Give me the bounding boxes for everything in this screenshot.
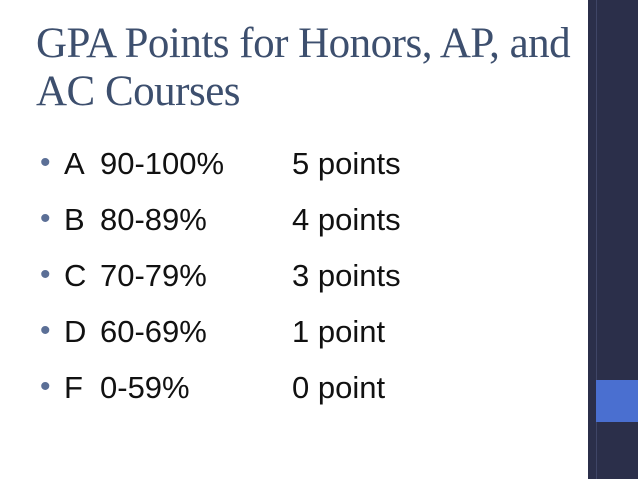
bullet-icon: • bbox=[40, 202, 51, 235]
grade-points: 1 point bbox=[292, 314, 386, 349]
bullet-icon: • bbox=[40, 258, 51, 291]
grade-points: 5 points bbox=[292, 146, 401, 181]
slide-title-line-2: AC Courses bbox=[36, 68, 241, 115]
grade-range: 70-79% bbox=[100, 258, 207, 293]
grade-letter: B bbox=[64, 202, 85, 237]
grade-range: 80-89% bbox=[100, 202, 207, 237]
bullet-icon: • bbox=[40, 370, 51, 403]
list-item-d bbox=[40, 308, 570, 364]
grade-letter: C bbox=[64, 258, 87, 293]
grade-points-list bbox=[40, 140, 570, 420]
accent-block bbox=[596, 380, 638, 422]
grade-points: 4 points bbox=[292, 202, 401, 237]
grade-letter: D bbox=[64, 314, 87, 349]
grade-range: 90-100% bbox=[100, 146, 225, 181]
slide-title-line-1: GPA Points for Honors, AP, and bbox=[36, 20, 571, 67]
bullet-icon: • bbox=[40, 314, 51, 347]
list-item-f bbox=[40, 364, 570, 420]
grade-range: 60-69% bbox=[100, 314, 207, 349]
list-item-c bbox=[40, 252, 570, 308]
slide-title bbox=[36, 20, 576, 116]
grade-points: 0 point bbox=[292, 370, 386, 405]
list-item-a bbox=[40, 140, 570, 196]
bullet-icon: • bbox=[40, 146, 51, 179]
grade-letter: F bbox=[64, 370, 83, 405]
grade-range: 0-59% bbox=[100, 370, 190, 405]
grade-letter: A bbox=[64, 146, 85, 181]
grade-points: 3 points bbox=[292, 258, 401, 293]
list-item-b bbox=[40, 196, 570, 252]
